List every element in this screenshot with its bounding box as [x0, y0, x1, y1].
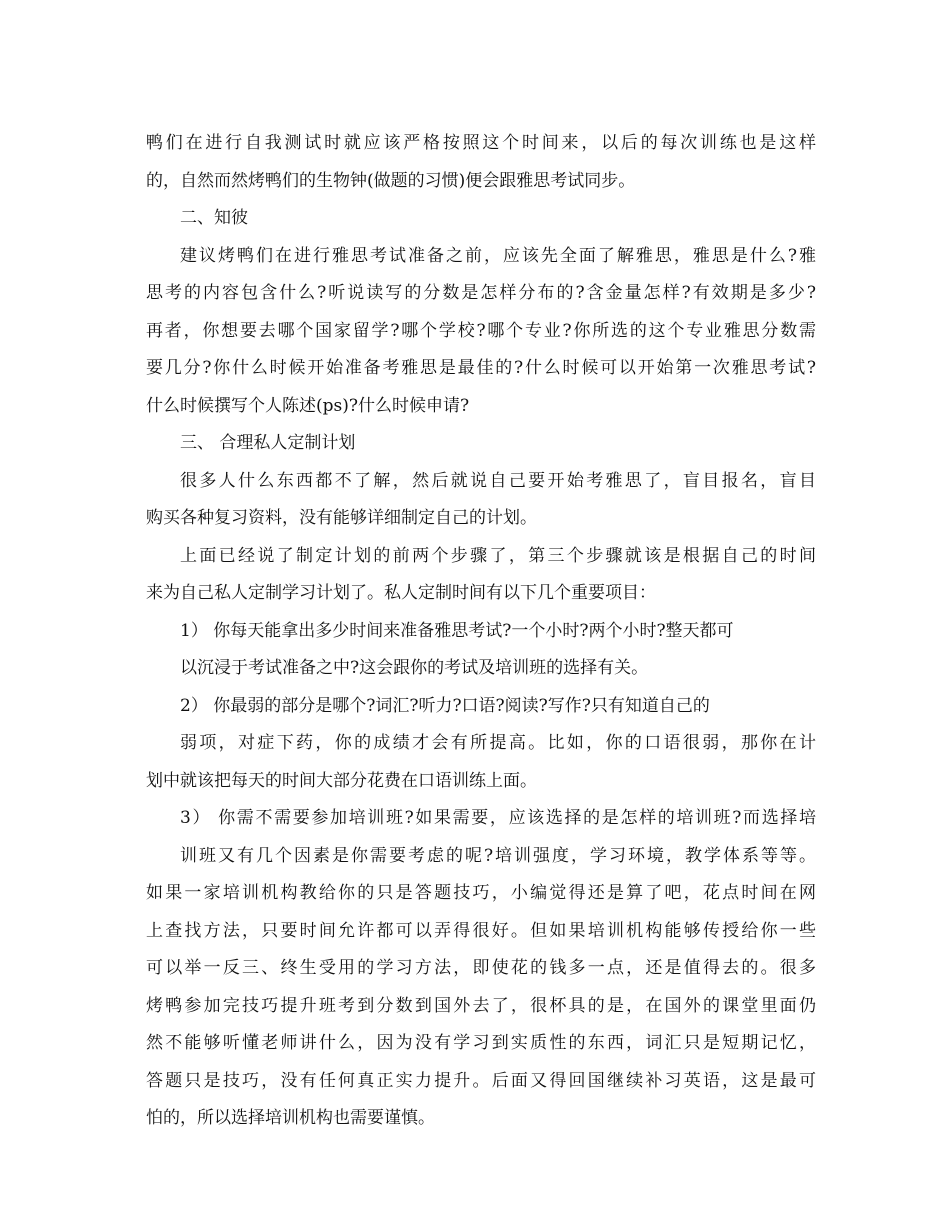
text-line: 思考的内容包含什么?听说读写的分数是怎样分布的?含金量怎样?有效期是多少? — [146, 283, 816, 303]
text-line: 购买各种复习资料，没有能够详细制定自己的计划。 — [146, 508, 537, 528]
text-line: 来为自己私人定制学习计划了。私人定制时间有以下几个重要项目： — [146, 583, 656, 603]
text-line: 弱项，对症下药，你的成绩才会有所提高。比如，你的口语很弱，那你在计 — [180, 733, 816, 753]
text-line: 然不能够听懂老师讲什么，因为没有学习到实质性的东西，词汇只是短期记忆， — [146, 1033, 816, 1053]
section-heading: 二、知彼 — [180, 208, 248, 228]
text-line: 如果一家培训机构教给你的只是答题技巧，小编觉得还是算了吧，花点时间在网 — [146, 883, 816, 903]
text-line: 很多人什么东西都不了解，然后就说自己要开始考雅思了，盲目报名，盲目 — [180, 470, 816, 491]
section-heading: 三、 合理私人定制计划 — [180, 433, 356, 453]
text-line: 划中就该把每天的时间大部分花费在口语训练上面。 — [146, 770, 537, 791]
text-line: 要几分?你什么时候开始准备考雅思是最佳的?什么时候可以开始第一次雅思考试? — [146, 358, 816, 378]
list-item: 2） 你最弱的部分是哪个?词汇?听力?口语?阅读?写作?只有知道自己的 — [180, 695, 710, 716]
list-item: 1） 你每天能拿出多少时间来准备雅思考试?一个小时?两个小时?整天都可 — [180, 620, 734, 641]
text-line: 可以举一反三、终生受用的学习方法，即使花的钱多一点，还是值得去的。很多 — [146, 958, 816, 978]
text-line: 训班又有几个因素是你需要考虑的呢?培训强度，学习环境，教学体系等等。 — [180, 845, 816, 866]
text-line: 上查找方法，只要时间允许都可以弄得很好。但如果培训机构能够传授给你一些 — [146, 920, 816, 941]
body-text — [146, 125, 816, 1138]
text-line: 建议烤鸭们在进行雅思考试准备之前，应该先全面了解雅思，雅思是什么?雅 — [180, 245, 816, 266]
text-line: 再者，你想要去哪个国家留学?哪个学校?哪个专业?你所选的这个专业雅思分数需 — [146, 320, 816, 341]
text-line: 上面已经说了制定计划的前两个步骤了，第三个步骤就该是根据自己的时间 — [180, 545, 816, 566]
text-line: 鸭们在进行自我测试时就应该严格按照这个时间来，以后的每次训练也是这样 — [146, 133, 816, 153]
text-line: 以沉浸于考试准备之中?这会跟你的考试及培训班的选择有关。 — [180, 658, 649, 678]
text-line: 怕的，所以选择培训机构也需要谨慎。 — [146, 1108, 435, 1128]
text-line: 的，自然而然烤鸭们的生物钟(做题的习惯)便会跟雅思考试同步。 — [146, 170, 636, 191]
text-line: 什么时候撰写个人陈述(ps)?什么时候申请? — [146, 395, 470, 416]
list-item: 3） 你需不需要参加培训班?如果需要，应该选择的是怎样的培训班?而选择培 — [180, 808, 816, 828]
text-line: 答题只是技巧，没有任何真正实力提升。后面又得回国继续补习英语，这是最可 — [146, 1070, 816, 1091]
text-line: 烤鸭参加完技巧提升班考到分数到国外去了，很杯具的是，在国外的课堂里面仍 — [146, 995, 816, 1016]
